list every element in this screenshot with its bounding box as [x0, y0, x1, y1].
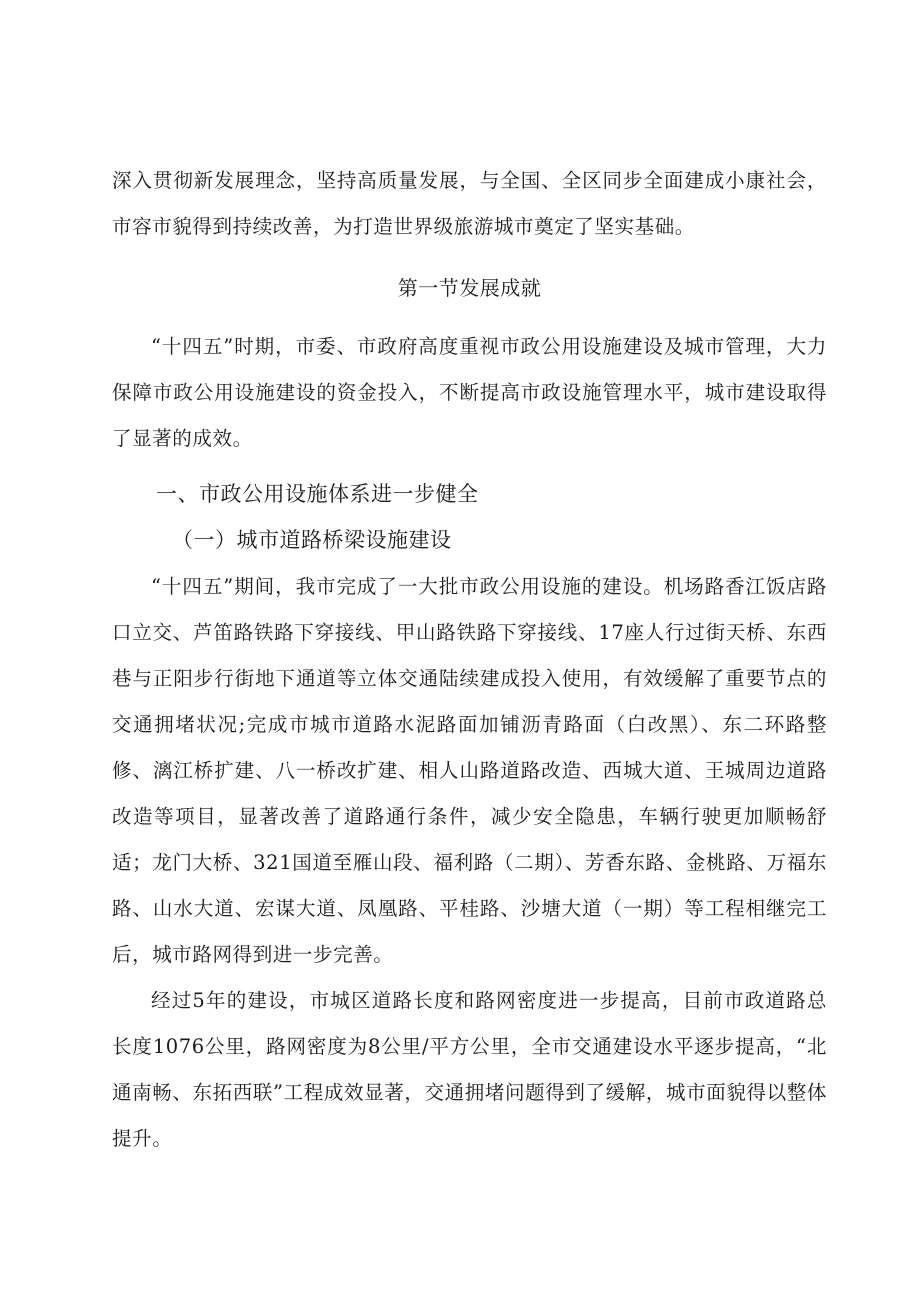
results-paragraph: 经过5年的建设，市城区道路长度和路网密度进一步提高，目前市政道路总长度1076公里，路网密度为8公里/平方公里，全市交通建设水平逐步提高，“北通南畅、东拓西联”工程成效显著，交通拥堵问题得到了缓解，城市面貌得以整体提升。 — [112, 989, 827, 1150]
section-title: 第一节发展成就 — [397, 276, 542, 300]
heading-level2: （一）城市道路桥梁设施建设 — [172, 528, 452, 552]
heading-level1: 一、市政公用设施体系进一步健全 — [156, 482, 479, 506]
roads-paragraph: “十四五”期间，我市完成了一大批市政公用设施的建设。机场路香江饭店路口立交、芦笛路铁路下穿接线、甲山路铁路下穿接线、17座人行过街天桥、东西巷与正阳步行街地下通道等立体交通陆续建成投入使用，有效缓解了重要节点的交通拥堵状况;完成市城市道路水泥路面加铺沥青路面（白改黑）、东二环路整修、漓江桥扩建、八一桥改扩建、相人山路道路改造、西城大道、王城周边道路改造等项目，显著改善了道路通行条件，减少安全隐患，车辆行驶更加顺畅舒适；龙门大桥、321国道至雁山段、福利路（二期）、芳香东路、金桃路、万福东路、山水大道、宏谋大道、凤凰路、平桂路、沙塘大道（一期）等工程相继完工后，城市路网得到进一步完善。 — [112, 575, 827, 966]
intro-paragraph: 深入贯彻新发展理念，坚持高质量发展，与全国、全区同步全面建成小康社会，市容市貌得到持续改善，为打造世界级旅游城市奠定了坚实基础。 — [112, 169, 827, 238]
document-body — [112, 158, 827, 1162]
section-intro-paragraph: “十四五”时期，市委、市政府高度重视市政公用设施建设及城市管理，大力保障市政公用设施建设的资金投入，不断提高市政设施管理水平，城市建设取得了显著的成效。 — [112, 335, 827, 450]
